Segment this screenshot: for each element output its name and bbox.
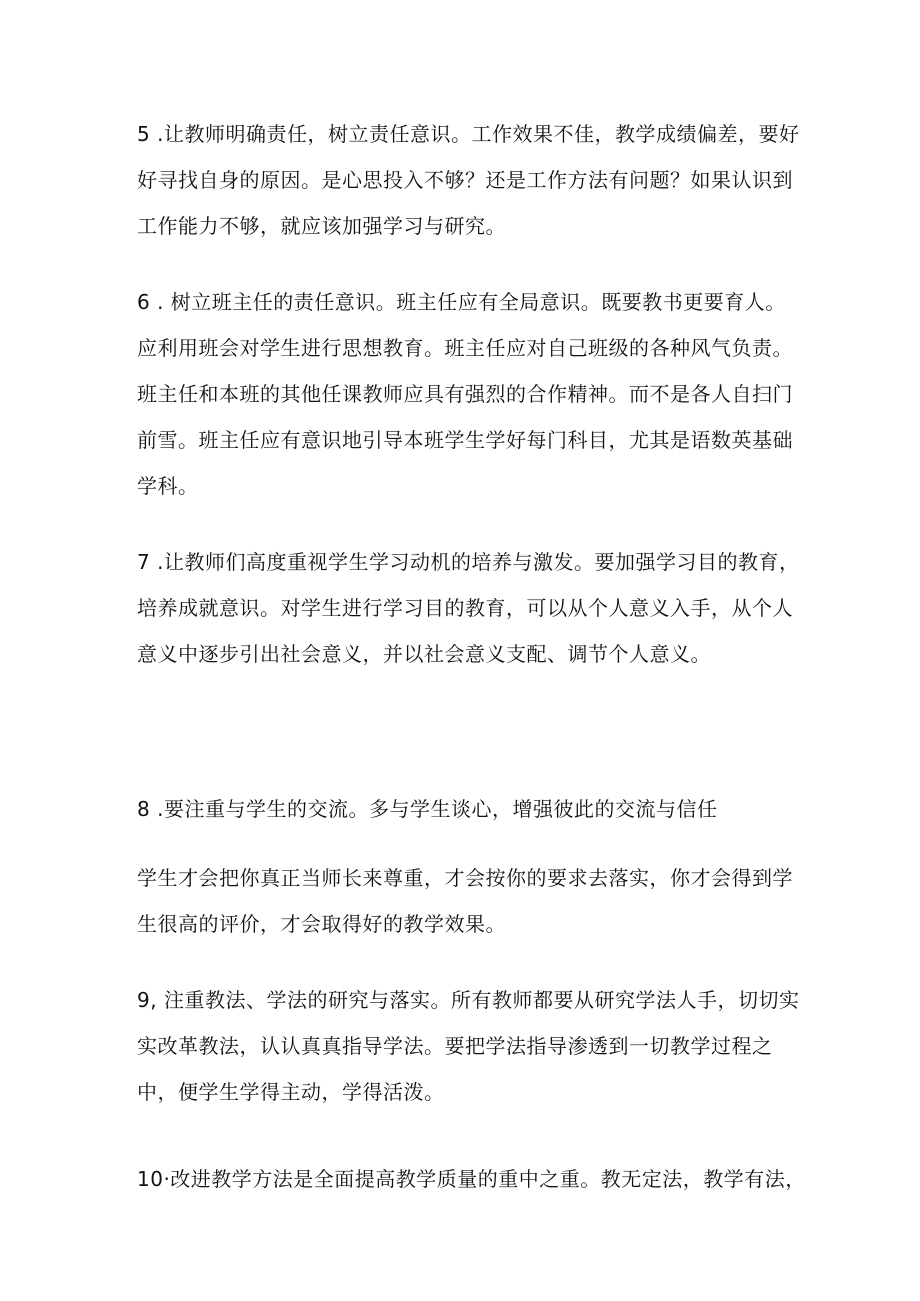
paragraph-line: 学生才会把你真正当师长来尊重，才会按你的要求去落实，你才会得到学 bbox=[137, 866, 793, 890]
paragraph-line: 前雪。班主任应有意识地引导本班学生学好每门科目，尤其是语数英基础 bbox=[137, 428, 793, 452]
paragraph-9 bbox=[137, 977, 800, 1115]
paragraph-line: 7 .让教师们高度重视学生学习动机的培养与激发。要加强学习目的教育， bbox=[137, 550, 800, 574]
paragraph-10 bbox=[137, 1156, 806, 1202]
paragraph-line: 意义中逐步引出社会意义，并以社会意义支配、调节个人意义。 bbox=[137, 642, 711, 666]
paragraph-8 bbox=[137, 786, 797, 832]
paragraph-line: 5 .让教师明确责任，树立责任意识。工作效果不佳，教学成绩偏差，要好 bbox=[137, 122, 800, 146]
paragraph-6 bbox=[137, 279, 797, 509]
paragraph-line: 培养成就意识。对学生进行学习目的教育，可以从个人意义入手，从个人 bbox=[137, 596, 793, 620]
paragraph-line: 生很高的评价，才会取得好的教学效果。 bbox=[137, 912, 506, 936]
paragraph-line: 学科。 bbox=[137, 474, 199, 498]
paragraph-5 bbox=[137, 111, 800, 249]
paragraph-line: 工作能力不够，就应该加强学习与研究。 bbox=[137, 214, 506, 238]
paragraph-8-continued bbox=[137, 855, 797, 947]
paragraph-line: 应利用班会对学生进行思想教育。班主任应对自己班级的各种风气负责。 bbox=[137, 336, 793, 360]
paragraph-line: 9, 注重教法、学法的研究与落实。所有教师都要从研究学法人手，切切实 bbox=[137, 988, 800, 1012]
paragraph-line: 10·改进教学方法是全面提高教学质量的重中之重。教无定法，教学有法， bbox=[137, 1167, 806, 1191]
paragraph-line: 好寻找自身的原因。是心思投入不够？还是工作方法有问题？如果认识到 bbox=[137, 168, 793, 192]
paragraph-line: 班主任和本班的其他任课教师应具有强烈的合作精神。而不是各人自扫门 bbox=[137, 382, 793, 406]
paragraph-line: 中，便学生学得主动，学得活泼。 bbox=[137, 1080, 445, 1104]
paragraph-7 bbox=[137, 539, 800, 677]
paragraph-line: 8 .要注重与学生的交流。多与学生谈心，增强彼此的交流与信任 bbox=[137, 797, 718, 821]
paragraph-line: 实改革教法，认认真真指导学法。要把学法指导渗透到一切教学过程之 bbox=[137, 1034, 773, 1058]
paragraph-line: 6 . 树立班主任的责任意识。班主任应有全局意识。既要教书更要育人。 bbox=[137, 290, 786, 314]
